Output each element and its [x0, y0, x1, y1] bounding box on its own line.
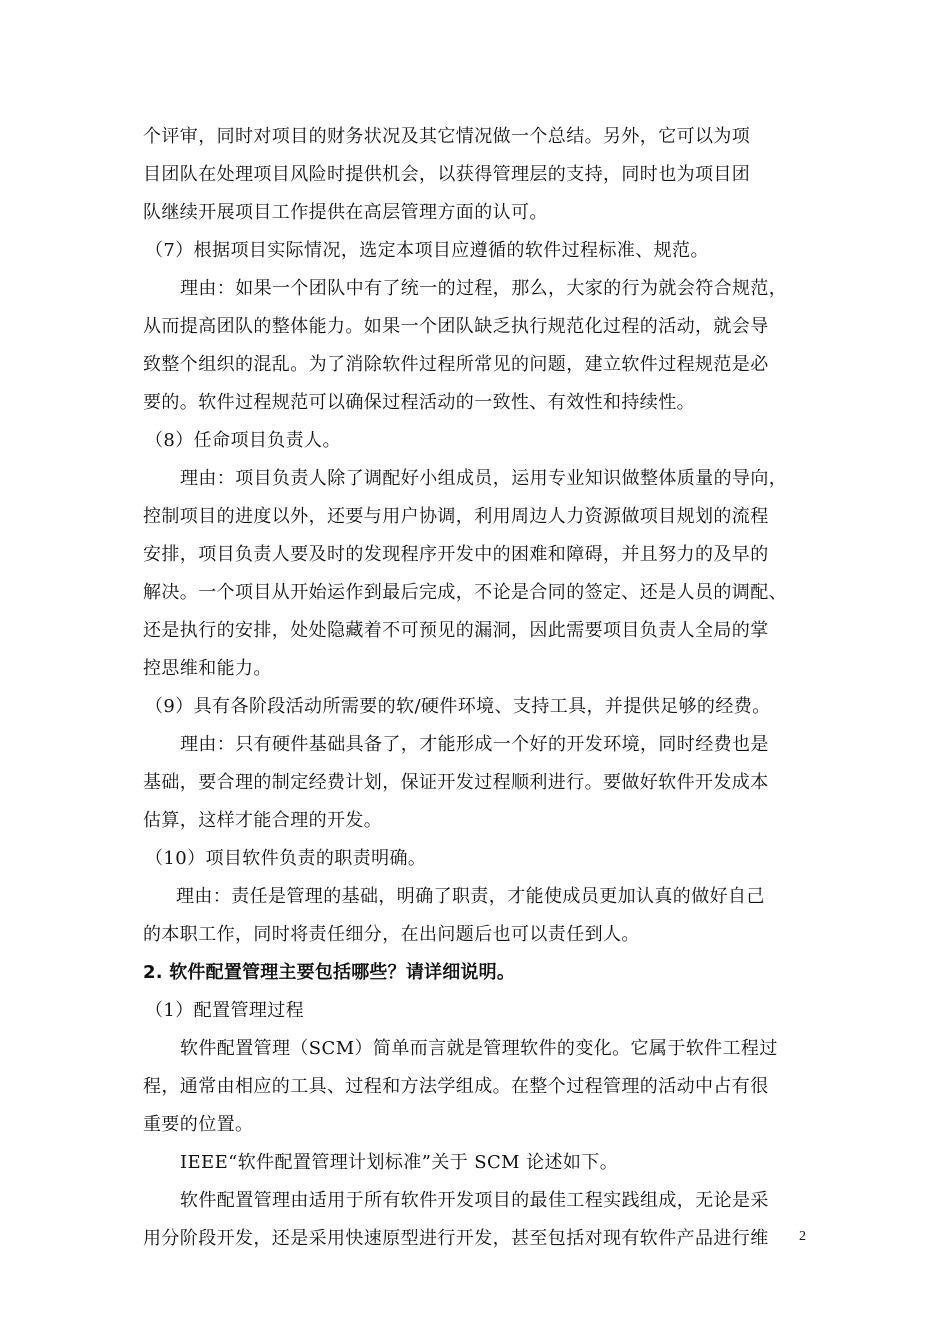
paragraph-start: IEEE“软件配置管理计划标准”关于 SCM 论述如下。 — [180, 1152, 619, 1173]
text-line: 估算，这样才能合理的开发。 — [143, 810, 383, 831]
text-line: 控制项目的进度以外，还要与用户协调，利用周边人力资源做项目规划的流程 — [143, 506, 769, 527]
text-line: 控思维和能力。 — [143, 658, 272, 679]
text-line: 重要的位置。 — [143, 1114, 254, 1135]
list-item-8: （8）任命项目负责人。 — [145, 430, 341, 451]
paragraph-start: 理由：只有硬件基础具备了，才能形成一个好的开发环境，同时经费也是 — [180, 734, 769, 755]
section-heading: 2. 软件配置管理主要包括哪些？请详细说明。 — [143, 962, 516, 983]
text-line: 个评审，同时对项目的财务状况及其它情况做一个总结。另外，它可以为项 — [143, 126, 751, 147]
list-item-9: （9）具有各阶段活动所需要的软/硬件环境、支持工具，并提供足够的经费。 — [145, 696, 771, 717]
list-item-7: （7）根据项目实际情况，选定本项目应遵循的软件过程标准、规范。 — [145, 240, 709, 261]
text-line: 安排，项目负责人要及时的发现程序开发中的困难和障碍，并且努力的及早的 — [143, 544, 769, 565]
page-number: 2 — [799, 1229, 806, 1244]
text-line: 要的。软件过程规范可以确保过程活动的一致性、有效性和持续性。 — [143, 392, 695, 413]
paragraph-start: 软件配置管理由适用于所有软件开发项目的最佳工程实践组成，无论是采 — [180, 1190, 769, 1211]
text-line: 程，通常由相应的工具、过程和方法学组成。在整个过程管理的活动中占有很 — [143, 1076, 769, 1097]
text-line: 用分阶段开发，还是采用快速原型进行开发，甚至包括对现有软件产品进行维 — [143, 1228, 769, 1249]
paragraph-start: 软件配置管理（SCM）简单而言就是管理软件的变化。它属于软件工程过 — [180, 1038, 778, 1059]
paragraph-start: 理由：项目负责人除了调配好小组成员，运用专业知识做整体质量的导向， — [180, 468, 788, 489]
subsection-heading: （1）配置管理过程 — [145, 1000, 305, 1021]
text-line: 目团队在处理项目风险时提供机会，以获得管理层的支持，同时也为项目团 — [143, 164, 751, 185]
paragraph-start: 理由：责任是管理的基础，明确了职责，才能使成员更加认真的做好自己 — [176, 886, 765, 907]
list-item-10: （10）项目软件负责的职责明确。 — [145, 848, 427, 869]
text-line: 队继续开展项目工作提供在高层管理方面的认可。 — [143, 202, 548, 223]
paragraph-start: 理由：如果一个团队中有了统一的过程，那么，大家的行为就会符合规范， — [180, 278, 788, 299]
text-line: 的本职工作，同时将责任细分，在出问题后也可以责任到人。 — [143, 924, 640, 945]
text-line: 基础，要合理的制定经费计划，保证开发过程顺利进行。要做好软件开发成本 — [143, 772, 769, 793]
text-line: 还是执行的安排，处处隐藏着不可预见的漏洞，因此需要项目负责人全局的掌 — [143, 620, 769, 641]
text-line: 解决。一个项目从开始运作到最后完成，不论是合同的签定、还是人员的调配、 — [143, 582, 787, 603]
text-line: 致整个组织的混乱。为了消除软件过程所常见的问题，建立软件过程规范是必 — [143, 354, 769, 375]
text-line: 从而提高团队的整体能力。如果一个团队缺乏执行规范化过程的活动，就会导 — [143, 316, 769, 337]
